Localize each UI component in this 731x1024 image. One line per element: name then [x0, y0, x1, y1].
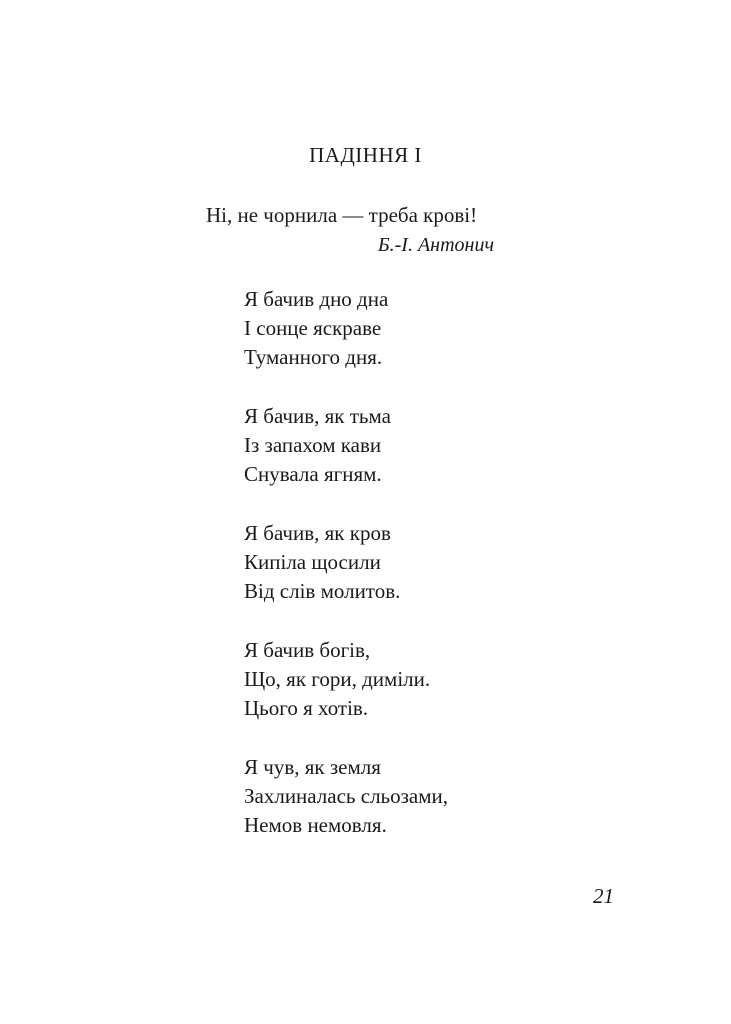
poem-line: Немов немовля.: [244, 813, 387, 837]
stanza: [244, 402, 604, 489]
epigraph: [206, 200, 506, 260]
poem-line: Туманного дня.: [244, 345, 383, 369]
stanza: [244, 519, 604, 606]
stanza: [244, 753, 604, 840]
poem-line: Захлиналась сльозами,: [244, 784, 449, 808]
poem-line: Я бачив, як тьма: [244, 404, 391, 428]
poem-line: І сонце яскраве: [244, 316, 382, 340]
poem-line: Із запахом кави: [244, 433, 382, 457]
epigraph-author: Б.-І. Антонич: [377, 234, 494, 256]
poem-line: Я чув, як земля: [244, 755, 381, 779]
poem-line: Я бачив, як кров: [244, 521, 391, 545]
poem-line: Що, як гори, диміли.: [244, 667, 431, 691]
poem-title: ПАДІННЯ І: [309, 143, 422, 167]
poem-line: Кипіла щосили: [244, 550, 381, 574]
stanza: [244, 285, 604, 372]
epigraph-text: Ні, не чорнила — треба крові!: [206, 203, 478, 227]
poem-line: Цього я хотів.: [244, 696, 369, 720]
poem-line: Снувала ягням.: [244, 462, 382, 486]
poem-body: [244, 285, 604, 870]
poem-line: Я бачив дно дна: [244, 287, 389, 311]
poem-line: Від слів молитов.: [244, 579, 401, 603]
page-number: 21: [593, 884, 614, 908]
stanza: [244, 636, 604, 723]
poem-line: Я бачив богів,: [244, 638, 371, 662]
